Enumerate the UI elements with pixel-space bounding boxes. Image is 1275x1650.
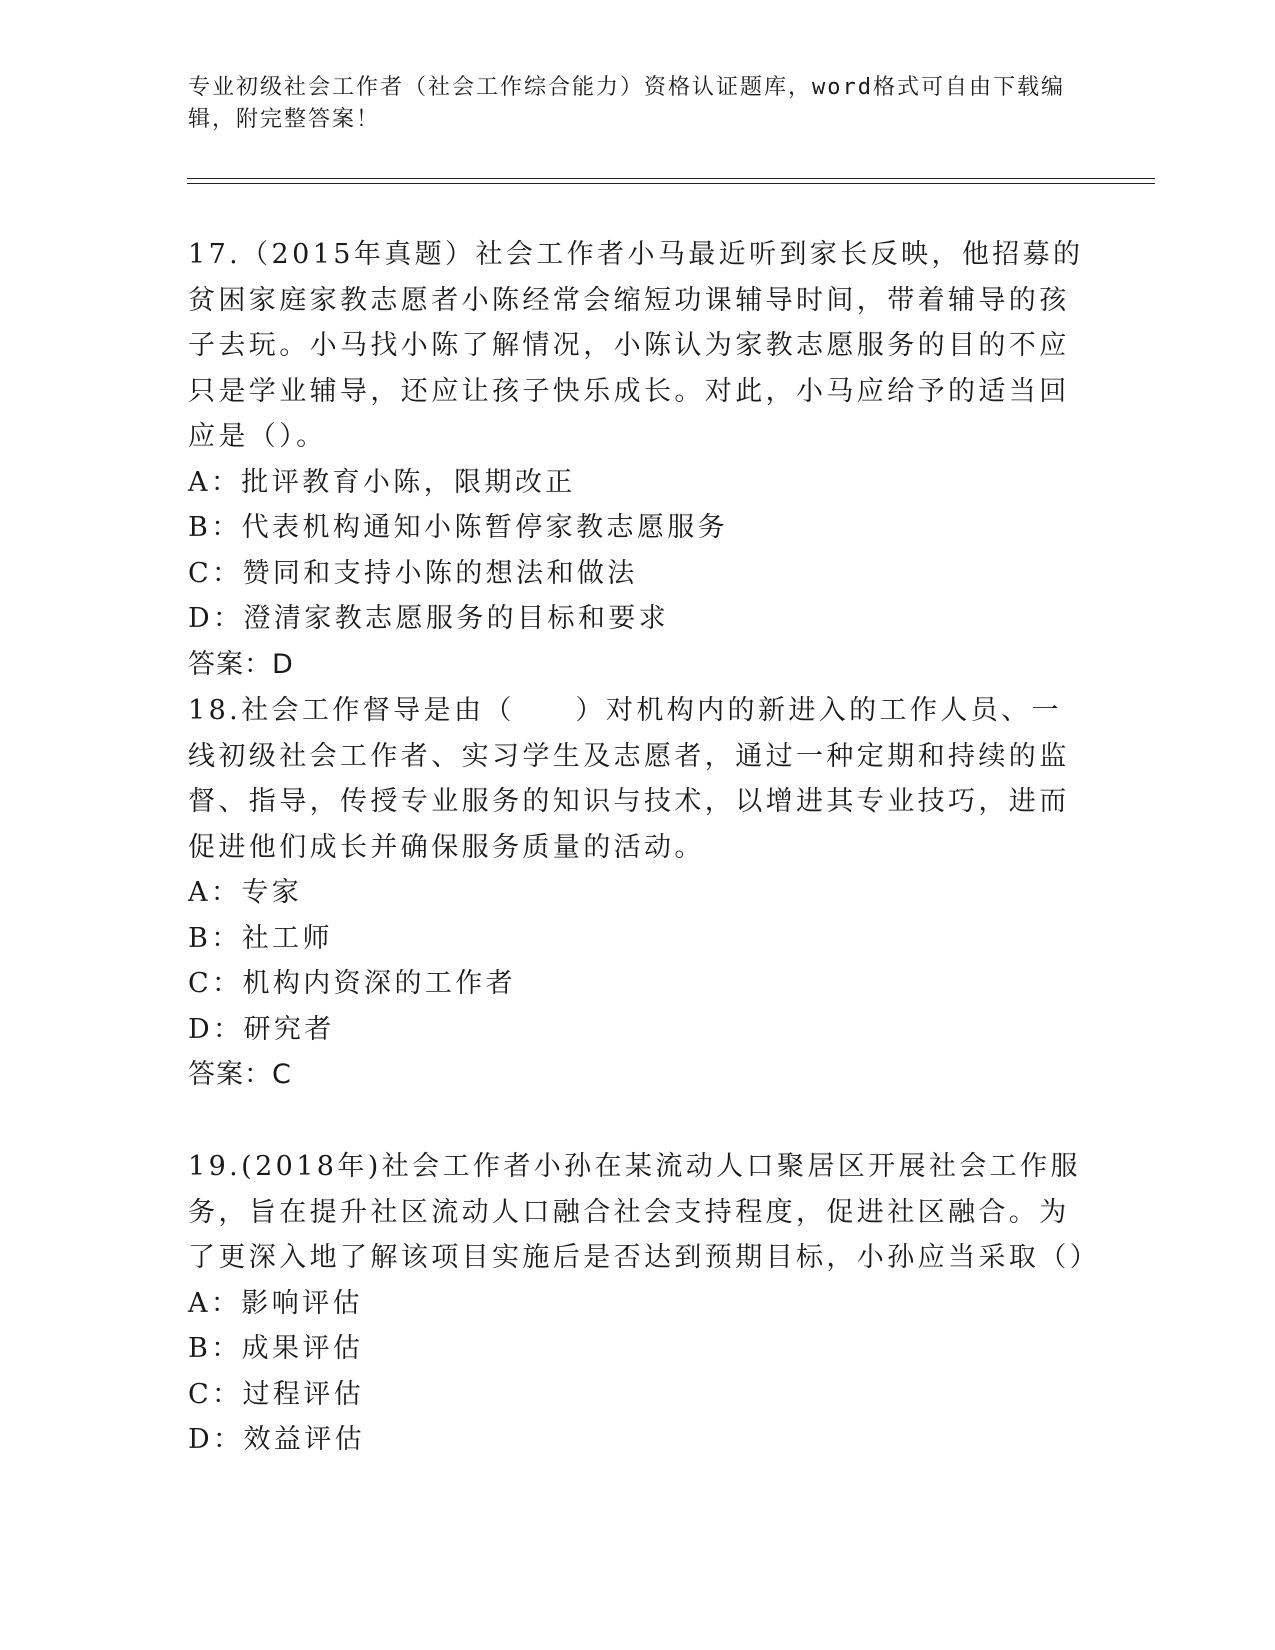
option-d: D：效益评估 — [188, 1424, 366, 1455]
option-c: C：过程评估 — [188, 1378, 365, 1410]
question-19 — [188, 1144, 1100, 1463]
answer-line: 答案：D — [188, 648, 294, 680]
option-c: C：赞同和支持小陈的想法和做法 — [188, 557, 638, 589]
header-divider-bottom — [187, 183, 1155, 184]
document-header: 专业初级社会工作者（社会工作综合能力）资格认证题库，word格式可自由下载编辑，附完整答案！ — [188, 75, 1065, 132]
option-d: D：澄清家教志愿服务的目标和要求 — [188, 603, 670, 634]
option-a: A：专家 — [188, 877, 303, 908]
question-17 — [188, 232, 1088, 687]
question-stem: 18.社会工作督导是由（ ）对机构内的新进入的工作人员、一线初级社会工作者、实习学生及志愿者，通过一种定期和持续的监督、指导，传授专业服务的知识与技术，以增进其专业技巧，进而促进他们成长并确保服务质量的活动。 — [188, 695, 1070, 863]
question-18 — [188, 688, 1088, 1098]
option-d: D：研究者 — [188, 1013, 335, 1045]
option-b: B：社工师 — [188, 922, 333, 954]
option-b: B：成果评估 — [188, 1333, 364, 1364]
question-stem: 19.(2018年)社会工作者小孙在某流动人口聚居区开展社会工作服务，旨在提升社区流动人口融合社会支持程度，促进社区融合。为了更深入地了解该项目实施后是否达到预期目标，小孙应当采取（） — [188, 1151, 1100, 1273]
question-stem: 17.（2015年真题）社会工作者小马最近听到家长反映，他招募的贫困家庭家教志愿者小陈经常会缩短功课辅导时间，带着辅导的孩子去玩。小马找小陈了解情况，小陈认为家教志愿服务的目的不应只是学业辅导，还应让孩子快乐成长。对此，小马应给予的适当回应是（）。 — [188, 239, 1084, 452]
option-list — [188, 460, 1088, 642]
option-b: B：代表机构通知小陈暂停家教志愿服务 — [188, 512, 729, 543]
option-list — [188, 1281, 1088, 1463]
header-divider-top — [187, 178, 1155, 179]
option-c: C：机构内资深的工作者 — [188, 968, 517, 999]
option-list — [188, 870, 1088, 1052]
option-a: A：影响评估 — [188, 1287, 363, 1319]
option-a: A：批评教育小陈，限期改正 — [188, 466, 576, 498]
answer-line: 答案：C — [188, 1059, 292, 1090]
